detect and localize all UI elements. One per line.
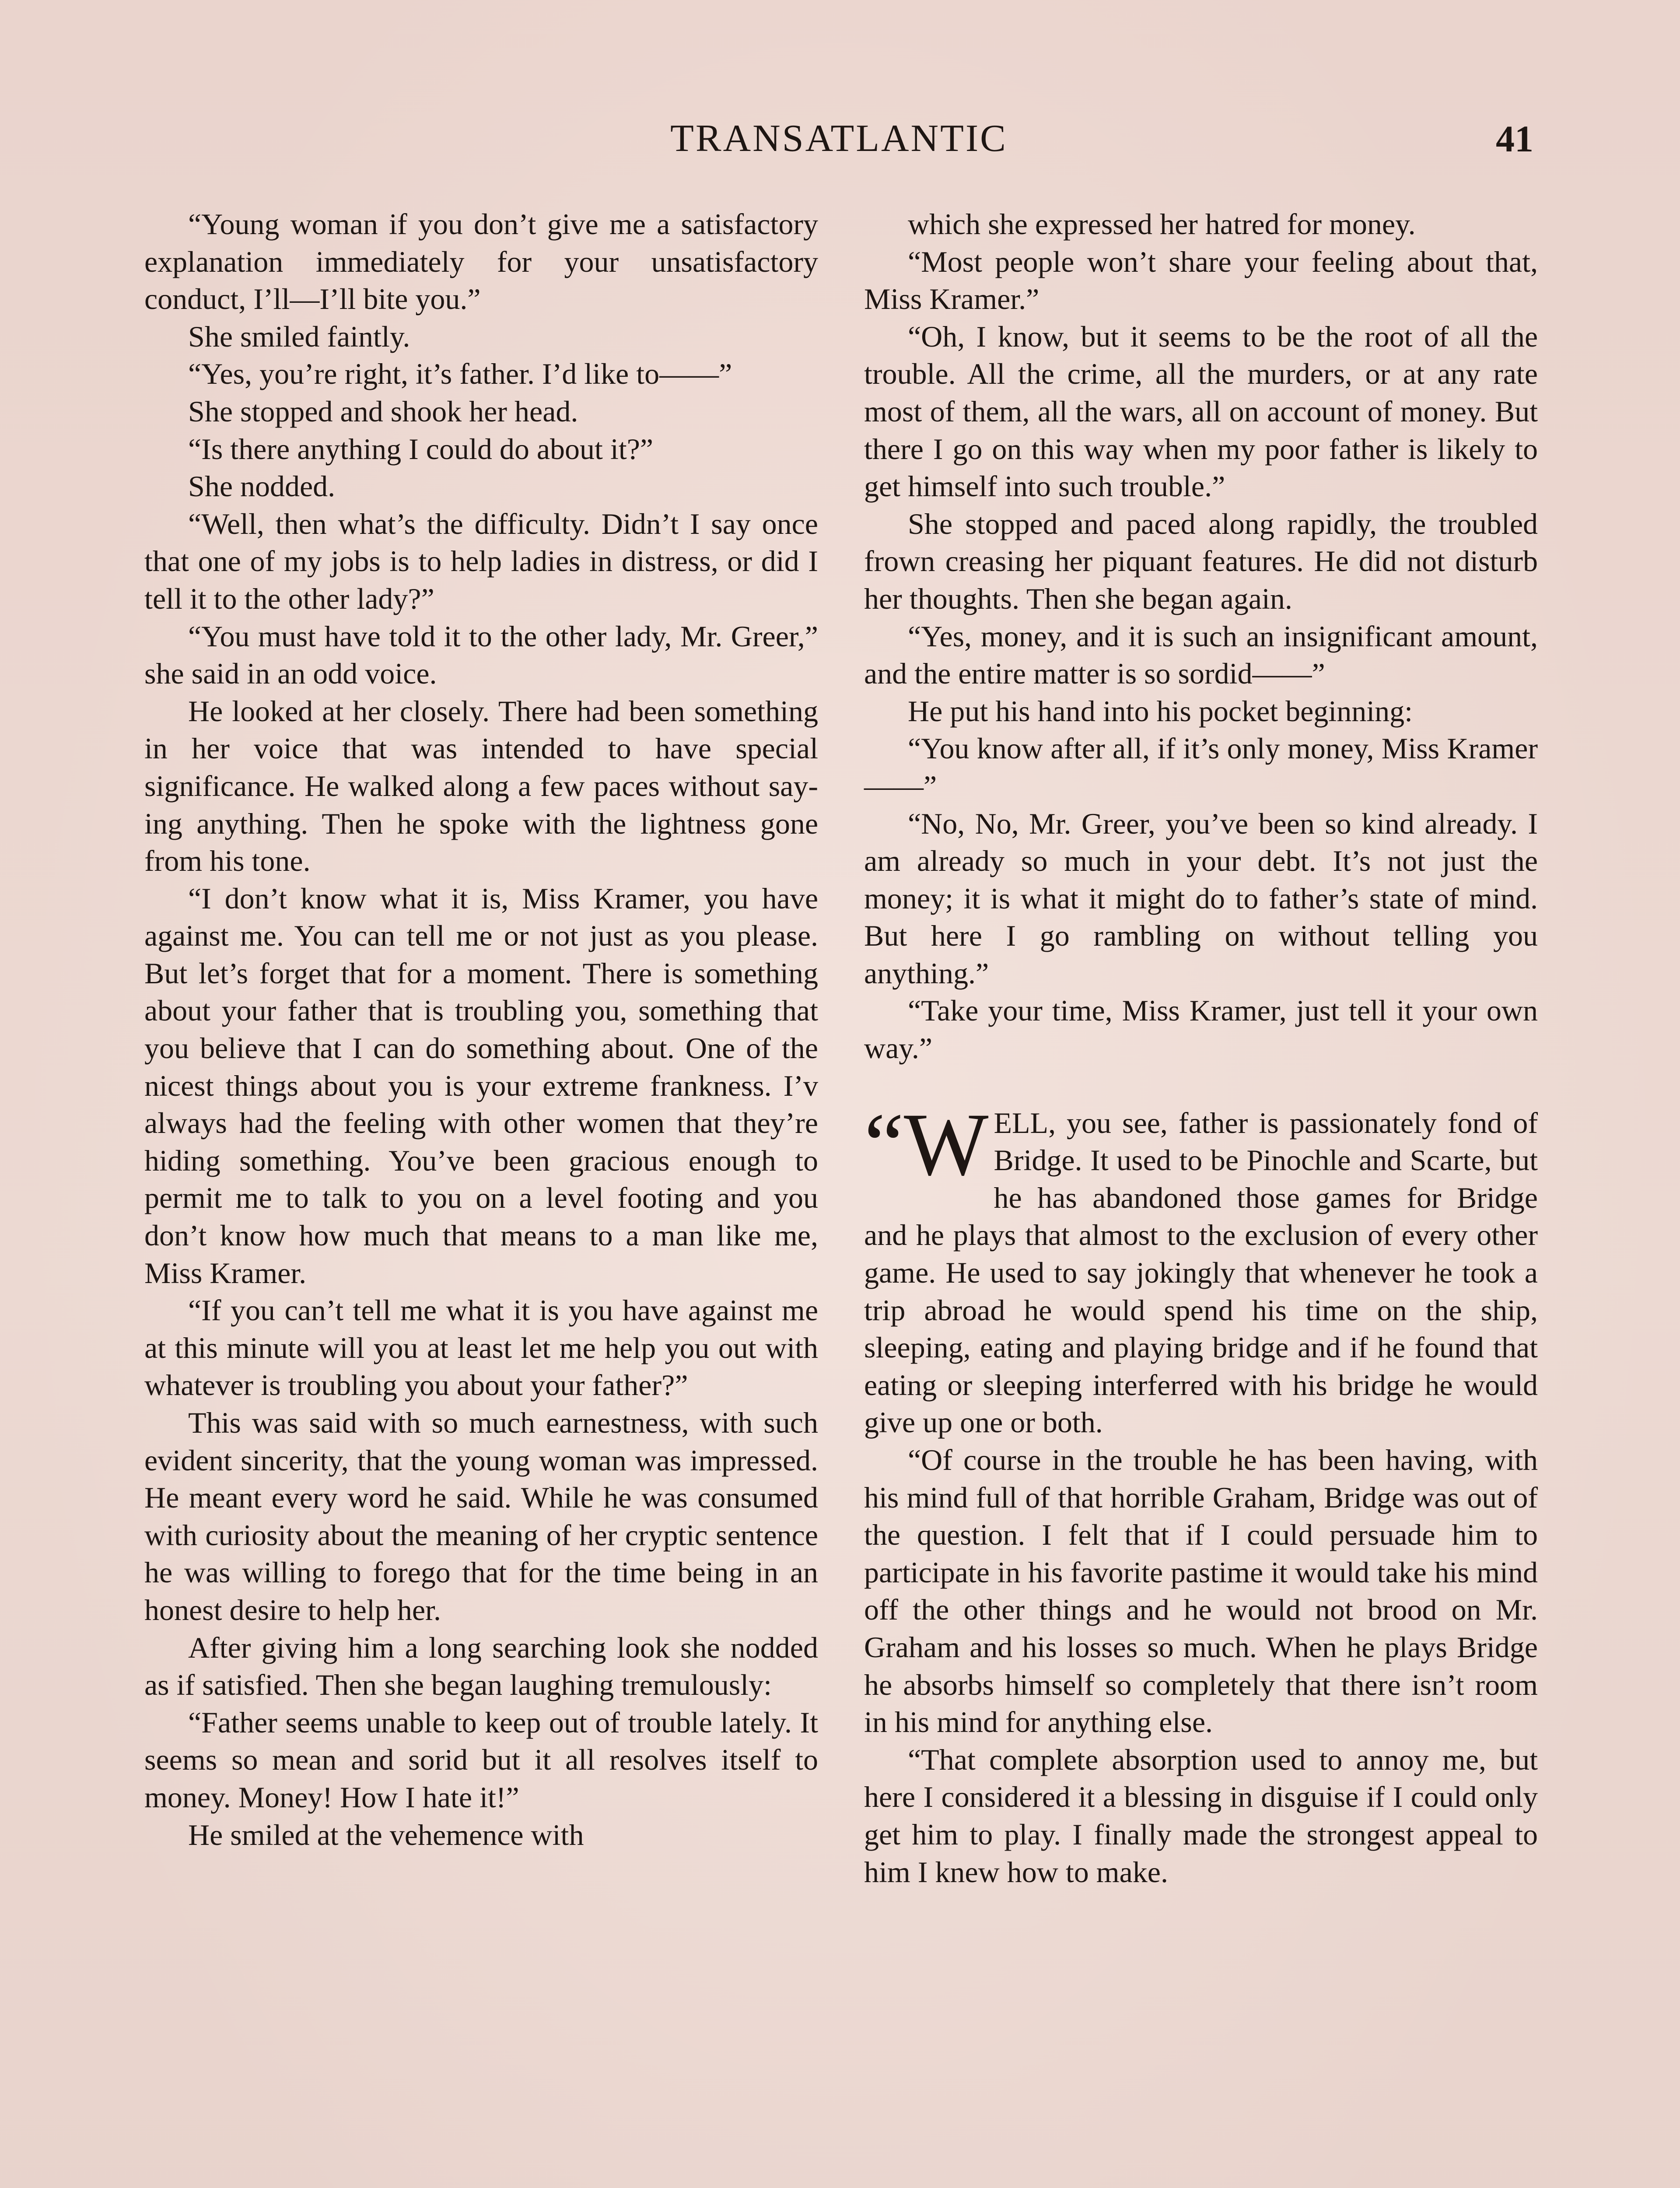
paragraph-text: “That complete absorption used to annoy me, but here I considered it a blessing in disguise if I could only get him to play. I finally made the strongest appeal to him I knew how to make.: [864, 1743, 1538, 1889]
paragraph-text: ELL, you see, father is passionately fond of Bridge. It used to be Pinochle and Scarte, but he has abandoned those games for Bridge and he plays that almost to the exclusion of every other game. He used to say jokingly that whenever he took a trip abroad he would spend his time on the ship, sleeping, eating and playing bridge and if he found that eating or sleeping interferred with his bridge he would give up one or both.: [864, 1106, 1538, 1439]
paragraph: [144, 1704, 818, 1816]
paragraph-text: “You must have told it to the other lady, Mr. Greer,” she said in an odd voice.: [144, 619, 818, 691]
paragraph-text: He put his hand into his pocket beginning:: [908, 694, 1413, 728]
paragraph-text: She stopped and paced along rapidly, the troubled frown creasing her piquant features. He did not disturb her thoughts. Then she began again.: [864, 507, 1538, 615]
paragraph: [864, 1741, 1538, 1891]
paragraph: [864, 1441, 1538, 1741]
paragraph: [864, 693, 1538, 730]
paragraph: [864, 805, 1538, 992]
paragraph-text: This was said with so much earnestness, with such evident sincerity, that the young woman was impressed. He meant every word he said. While he was consumed with curiosity about the meaning of her cryptic sentence he was willing to forego that for the time being in an honest desire to help her.: [144, 1406, 818, 1627]
paragraph-text: After giving him a long searching look she nodded as if satisfied. Then she began laughing tremulously:: [144, 1630, 818, 1702]
page-header: [144, 115, 1533, 163]
paragraph: [864, 318, 1538, 505]
paragraph: [144, 1629, 818, 1704]
paragraph: [144, 468, 818, 505]
paragraph: [864, 206, 1538, 243]
paragraph-text: “I don’t know what it is, Miss Kramer, you have against me. You can tell me or not just as you please. But let’s forget that for a moment. There is something about your father that is troubling you, something that you believe that I can do something about. One of the nicest things about you is your extreme frankness. I’v always had the feeling with other women that they’re hiding something. You’ve been gracious enough to permit me to talk to you on a level footing and you don’t know how much that means to a man like me, Miss Kramer.: [144, 881, 818, 1290]
paragraph: [144, 393, 818, 431]
paragraph: [864, 618, 1538, 693]
paragraph-text: “Young woman if you don’t give me a satisfactory explanation immediately for your unsatisfactory conduct, I’ll—I’ll bite you.”: [144, 207, 818, 316]
paragraph: [144, 355, 818, 393]
paragraph-text: “Yes, you’re right, it’s father. I’d like to——”: [188, 357, 732, 391]
paragraph: [144, 431, 818, 468]
paragraph: [144, 1816, 818, 1854]
paragraph-text: “If you can’t tell me what it is you have against me at this minute will you at least let me help you out with whatever is troubling you about your father?”: [144, 1294, 818, 1402]
paragraph-text: “Father seems unable to keep out of trouble lately. It seems so mean and sorid but it all resolves itself to money. Money! How I hate it!”: [144, 1705, 818, 1814]
paragraph: [144, 505, 818, 618]
left-column: [144, 206, 818, 1854]
right-column: [864, 206, 1538, 1891]
drop-cap: “W: [864, 1094, 989, 1194]
paragraph-text: “You know after all, if it’s only money, Miss Kramer——”: [864, 732, 1538, 803]
paragraph-text: “Yes, money, and it is such an insignificant amount, and the entire matter is so sordid——”: [864, 619, 1538, 691]
paragraph-text: He looked at her closely. There had been something in her voice that was intended to have special significance. He walked along a few paces without saying anything. Then he spoke with the lightness gone from his tone.: [144, 694, 818, 878]
paragraph-text: “No, No, Mr. Greer, you’ve been so kind already. I am already so much in your debt. It’s not just the money; it is what it might do to father’s state of mind. But here I go rambling on without telling you anything.”: [864, 806, 1538, 990]
paragraph: [864, 730, 1538, 805]
paragraph: [144, 1404, 818, 1629]
paragraph: [144, 618, 818, 693]
paragraph: [864, 243, 1538, 318]
paragraph-text: She nodded.: [188, 470, 336, 503]
paragraph: [864, 505, 1538, 618]
paragraph-text: She smiled faintly.: [188, 319, 410, 353]
paragraph: [144, 880, 818, 1292]
paragraph: [144, 318, 818, 356]
page-number: 41: [1496, 118, 1533, 160]
paragraph-text: which she expressed her hatred for money.: [908, 207, 1416, 241]
paragraph-text: “Is there anything I could do about it?”: [188, 432, 654, 466]
paragraph: [144, 1292, 818, 1404]
paragraph-text: “Oh, I know, but it seems to be the root of all the trouble. All the crime, all the murders, or at any rate most of them, all the wars, all on account of money. But there I go on this way when my poor father is likely to get himself into such trouble.”: [864, 319, 1538, 503]
paragraph: [864, 1094, 1538, 1441]
paragraph-text: He smiled at the vehemence with: [188, 1818, 584, 1851]
paragraph-text: “Take your time, Miss Kramer, just tell it your own way.”: [864, 994, 1538, 1065]
paragraph: [144, 693, 818, 880]
paragraph: [864, 992, 1538, 1067]
running-title: TRANSATLANTIC: [670, 117, 1008, 160]
paragraph-text: “Of course in the trouble he has been having, with his mind full of that horrible Graham, Bridge was out of the question. I felt that if I could persuade him to participate in his favorite pastime it would take his mind off the other things and he would not brood on Mr. Graham and his losses so much. When he plays Bridge he absorbs himself so completely that there isn’t room in his mind for anything else.: [864, 1443, 1538, 1739]
paragraph: [144, 206, 818, 318]
paragraph-text: “Well, then what’s the difficulty. Didn’t I say once that one of my jobs is to help ladies in distress, or did I tell it to the other lady?”: [144, 507, 818, 615]
paragraph-text: “Most people won’t share your feeling about that, Miss Kramer.”: [864, 245, 1538, 316]
paragraph-text: She stopped and shook her head.: [188, 394, 578, 428]
